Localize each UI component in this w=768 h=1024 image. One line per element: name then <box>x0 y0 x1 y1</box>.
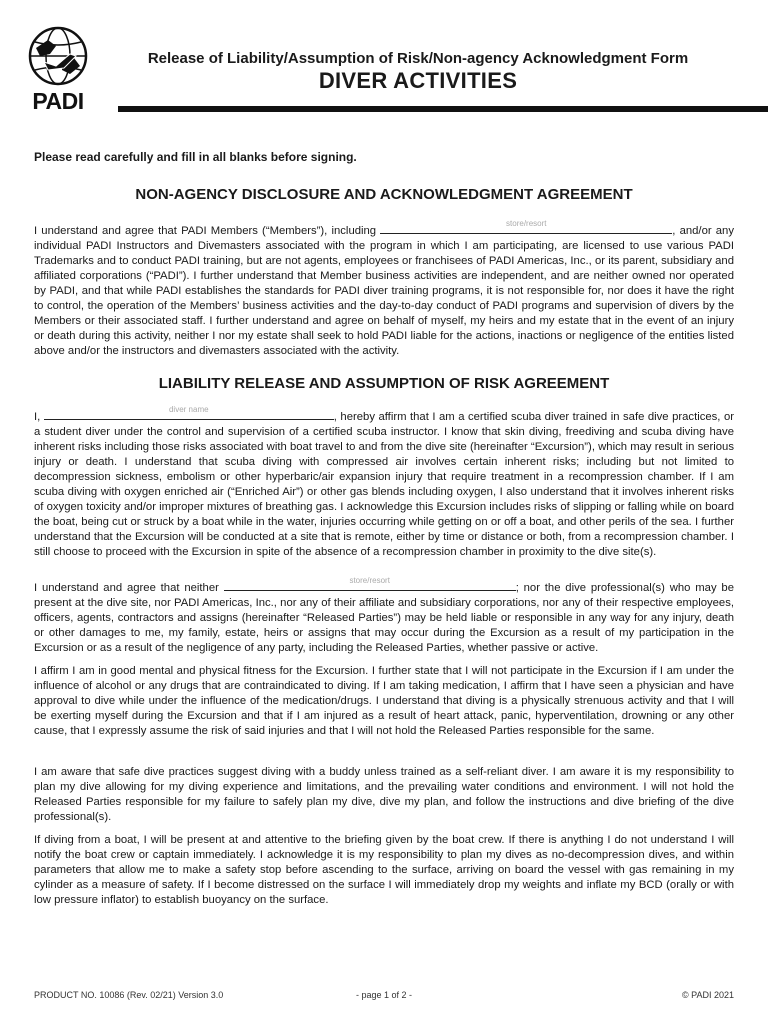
logo-text: PADI <box>32 88 84 114</box>
instruction-text: Please read carefully and fill in all blanks before signing. <box>34 150 357 164</box>
field-hint: diver name <box>168 405 209 414</box>
diver-name-field[interactable] <box>44 405 334 420</box>
globe-diver-icon <box>26 26 90 86</box>
copyright: © PADI 2021 <box>682 990 734 1000</box>
text-run: I, <box>34 411 44 423</box>
product-number: PRODUCT NO. 10086 (Rev. 02/21) Version 3.0 <box>34 990 224 1000</box>
form-subtitle: DIVER ACTIVITIES <box>318 68 518 93</box>
padi-logo <box>26 26 90 116</box>
form-title: Release of Liability/Assumption of Risk/Non-agency Acknowledgment Form <box>147 50 689 67</box>
store-resort-field-2[interactable] <box>224 576 516 591</box>
store-resort-field[interactable] <box>380 219 672 234</box>
form-header <box>26 26 746 118</box>
liability-paragraph-4: I am aware that safe dive practices suggest diving with a buddy unless trained as a self-reliant diver. I am aware it is my responsibility to plan my dive allowing for my diving experience and limitations, and the prevailing water conditions and environment. I will not hold the Released Parties responsible for my failure to safely plan my dive, dive my plan, and follow the instructions and dive briefing of the dive professional(s). <box>34 766 734 823</box>
text-run: I understand and agree that PADI Members (“Members”), including <box>34 225 381 237</box>
section-heading-liability: LIABILITY RELEASE AND ASSUMPTION OF RISK AGREEMENT <box>158 375 610 392</box>
text-run: ; nor the dive professional(s) who may be present at the dive site, nor PADI Americas, Inc., nor any of their affiliate and subsidiary corporations, nor any of their respective employees, officers, agents, contractors and assigns (hereinafter “Released Parties”) may be held liable or responsible in any way for any injury, death or other damages to me, my family, estate, heirs or assigns that may occur during the Excursion as a result of my participation in the Excursion or as a result of the negligence of any party, including the Released Parties, whether passive or active. <box>34 582 734 654</box>
text-run: , and/or any individual PADI Instructors and Divemasters associated with the program in which I am participating, are licensed to use various PADI Trademarks and to conduct PADI training, but are not agents, employees or franchisees of PADI Americas, Inc., or its parent, subsidiary and affiliated corporations (“PADI”). I further understand that Member business activities are independent, and are neither owned nor operated by PADI, and that while PADI establishes the standards for PADI diver training programs, it is not responsible for, nor does it have the right to control, the operation of the Members’ business activities and the day-to-day conduct of PADI programs and supervision of divers by the Members or their associated staff. I further understand and agree on behalf of myself, my heirs and my estate that in the event of an injury or death during this activity, neither I nor my estate shall seek to hold PADI liable for the actions, inactions or negligence of the entities listed above and/or the instructors and divemasters associated with the activity. <box>34 225 734 357</box>
field-hint: store/resort <box>506 219 547 228</box>
page-number: - page 1 of 2 - <box>355 990 413 1000</box>
liability-paragraph-3: I affirm I am in good mental and physical fitness for the Excursion. I further state that I will not participate in the Excursion if I am under the influence of alcohol or any drugs that are contraindicated to diving. If I am taking medication, I affirm that I have seen a physician and have approval to dive while under the influence of the medication/drugs. I understand that diving is a physically strenuous activity and that I will be exerting myself during the Excursion and that if I am injured as a result of heart attack, panic, hyperventilation, drowning or any other cause, that I expressly assume the risk of said injuries and that I will not hold the Released Parties responsible for the same. <box>34 665 734 737</box>
text-run: , hereby affirm that I am a certified scuba diver trained in safe dive practices, or a student diver under the control and supervision of a certified scuba instructor. I know that skin diving, freediving and scuba diving have inherent risks including those risks associated with boat travel to and from the dive site (hereinafter “Excursion”), which may result in serious injury or death. I understand that scuba diving with compressed air involves certain inherent risks; including but not limited to decompression sickness, embolism or other hyperbaric/air expansion injury that require treatment in a recompression chamber. If I am scuba diving with oxygen enriched air (“Enriched Air”) or other gas blends including oxygen, I also understand that it involves inherent risks of oxygen toxicity and/or improper mixtures of breathing gas. I acknowledge this Excursion includes risks of slipping or falling while on board the boat, being cut or struck by a boat while in the water, injuries occurring while getting on or off a boat, and other perils of the sea. I further understand that the Excursion will be conducted at a site that is remote, either by time or distance or both, from a recompression chamber. I still choose to proceed with the Excursion in spite of the absence of a recompression chamber in proximity to the dive site(s). <box>34 411 734 558</box>
liability-paragraph-2 <box>34 576 734 656</box>
liability-paragraph-1 <box>34 405 734 560</box>
text-run: I understand and agree that neither <box>34 582 224 594</box>
section-heading-nonagency: NON-AGENCY DISCLOSURE AND ACKNOWLEDGMENT AGREEMENT <box>135 186 633 203</box>
liability-paragraph-5: If diving from a boat, I will be present at and attentive to the briefing given by the boat crew. If there is anything I do not understand I will notify the boat crew or captain immediately. I acknowledge it is my responsibility to plan my dives as no-decompression dives, and within parameters that allow me to make a safety stop before ascending to the surface, arriving on board the vessel with gas remaining in my cylinder as a measure of safety. If I become distressed on the surface I will immediately drop my weights and inflate my BCD (orally or with low pressure inflator) to establish buoyancy on the surface. <box>34 834 734 906</box>
header-rule <box>118 106 768 112</box>
nonagency-paragraph <box>34 219 734 359</box>
field-hint: store/resort <box>349 576 390 585</box>
